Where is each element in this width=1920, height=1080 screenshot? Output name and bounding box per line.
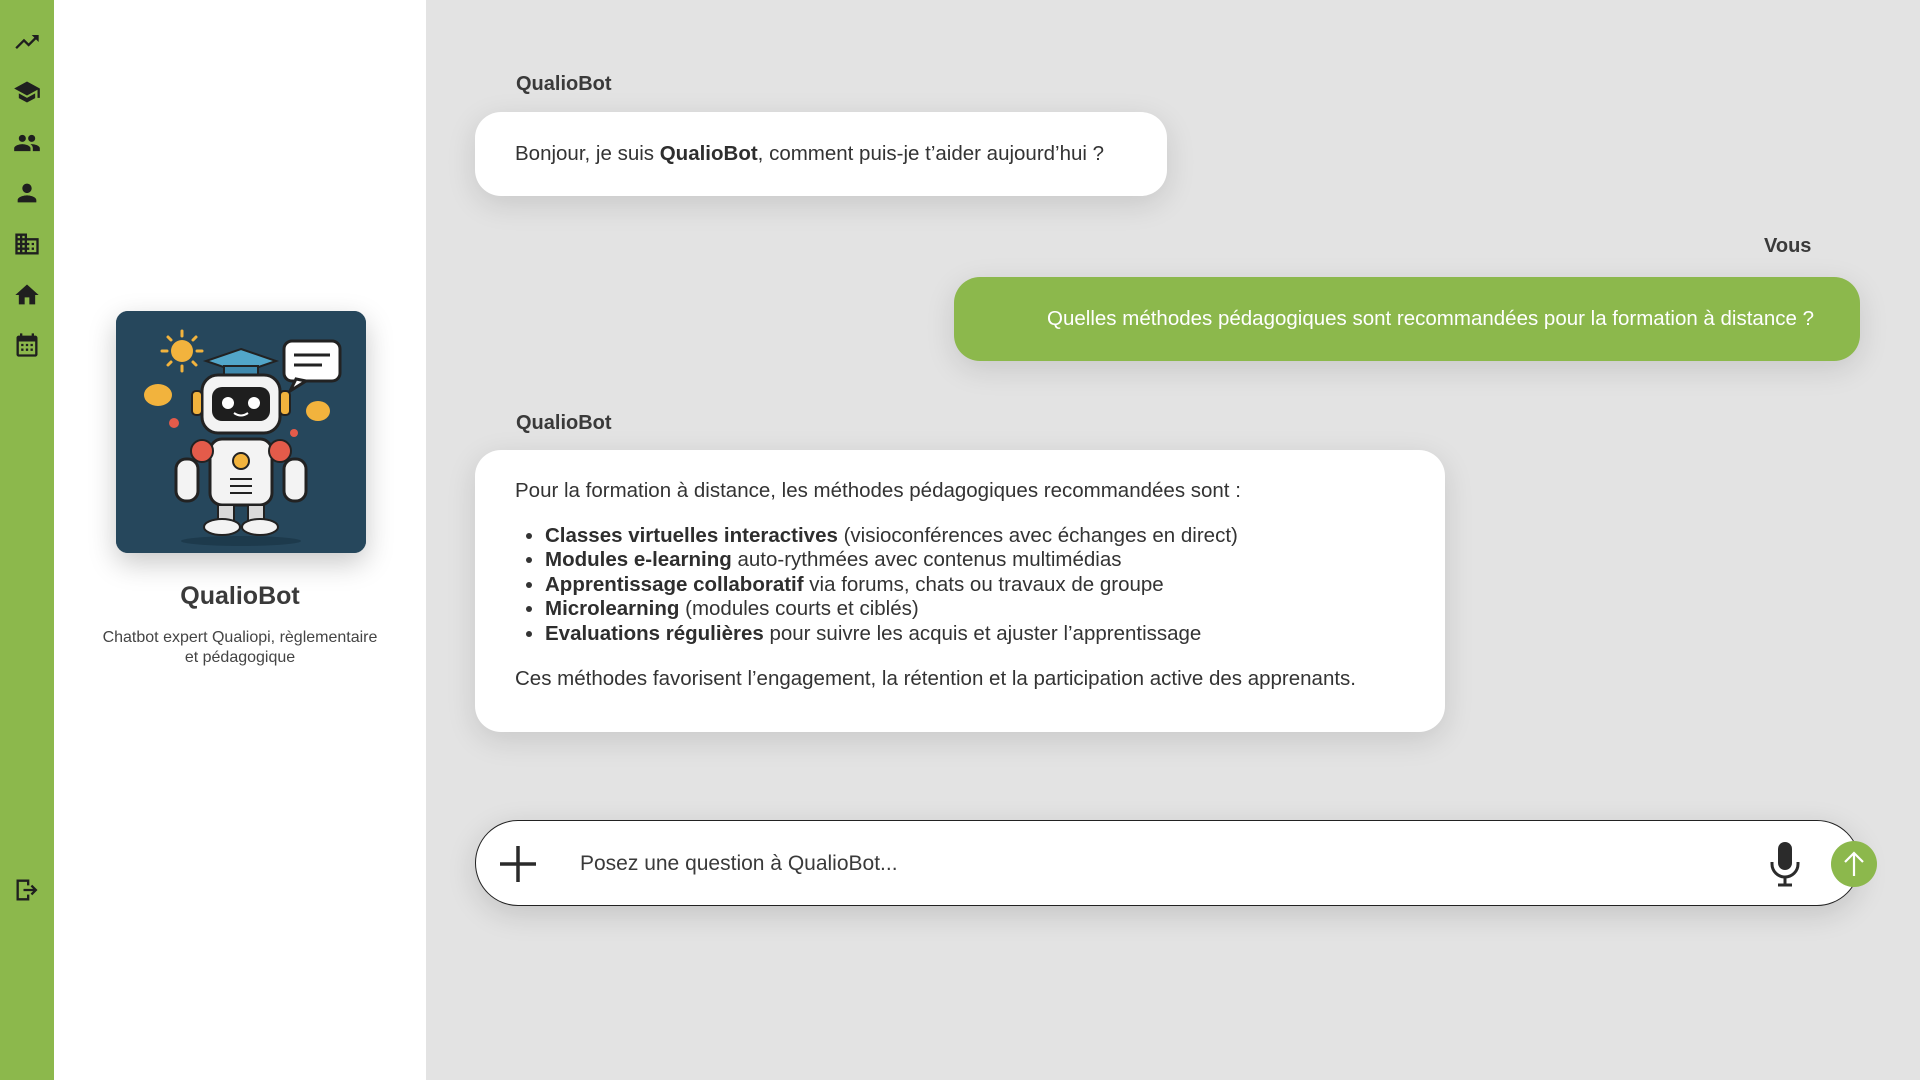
building-icon [13,230,41,258]
send-button[interactable] [1831,841,1877,887]
group-icon [13,129,41,157]
bot-panel [54,0,426,1080]
trending-up-icon [13,28,41,56]
bot-message-bubble [475,450,1445,732]
nav-item-organisation[interactable] [0,224,54,264]
message-sender: QualioBot [516,73,612,95]
message-text: Quelles méthodes pédagogiques sont recommandées pour la formation à distance ? [1047,307,1814,330]
user-message-bubble [954,277,1860,361]
logout-button[interactable] [0,870,54,910]
plus-icon [498,844,538,884]
nav-item-dashboard[interactable] [0,22,54,62]
message-text: Bonjour, je suis QualioBot, comment puis-je t’aider aujourd’hui ? [515,142,1105,165]
nav-rail [0,0,54,1080]
nav-item-home[interactable] [0,275,54,315]
list-item: • Microlearning (modules courts et ciblés) [545,597,1405,621]
microphone-icon [1767,840,1803,888]
message-intro: Pour la formation à distance, les méthodes pédagogiques recommandées sont : [515,479,1241,502]
microphone-button[interactable] [1767,840,1803,888]
message-input[interactable] [580,845,1680,883]
chat-area [426,0,1920,1080]
bot-name: QualioBot [180,582,300,610]
message-sender: QualioBot [516,412,612,434]
bot-avatar [116,311,366,553]
logout-icon [13,876,41,904]
calendar-icon [13,331,41,359]
graduation-cap-icon [13,78,41,106]
message-outro: Ces méthodes favorisent l’engagement, la rétention et la participation active des apprenants. [515,667,1357,691]
method-list [545,524,1405,646]
nav-item-profile[interactable] [0,173,54,213]
nav-item-groups[interactable] [0,123,54,163]
list-item: • Evaluations régulières pour suivre les acquis et ajuster l’apprentissage [545,622,1405,646]
message-composer [475,820,1860,906]
list-item: • Apprentissage collaboratif via forums, chats ou travaux de groupe [545,573,1405,597]
list-item: • Classes virtuelles interactives (visioconférences avec échanges en direct) [545,524,1405,548]
add-attachment-button[interactable] [498,844,538,884]
bot-message-bubble [475,112,1167,196]
rail-divider [0,955,54,1080]
nav-item-calendar[interactable] [0,325,54,365]
message-sender: Vous [1764,235,1812,257]
list-item: • Modules e-learning auto-rythmées avec contenus multimédias [545,548,1405,572]
home-icon [13,281,41,309]
robot-avatar-icon [116,311,366,553]
bot-description: Chatbot expert Qualiopi, règlementaire et pédagogique [102,629,378,666]
person-icon [13,179,41,207]
nav-item-training[interactable] [0,72,54,112]
arrow-up-icon [1839,849,1869,879]
